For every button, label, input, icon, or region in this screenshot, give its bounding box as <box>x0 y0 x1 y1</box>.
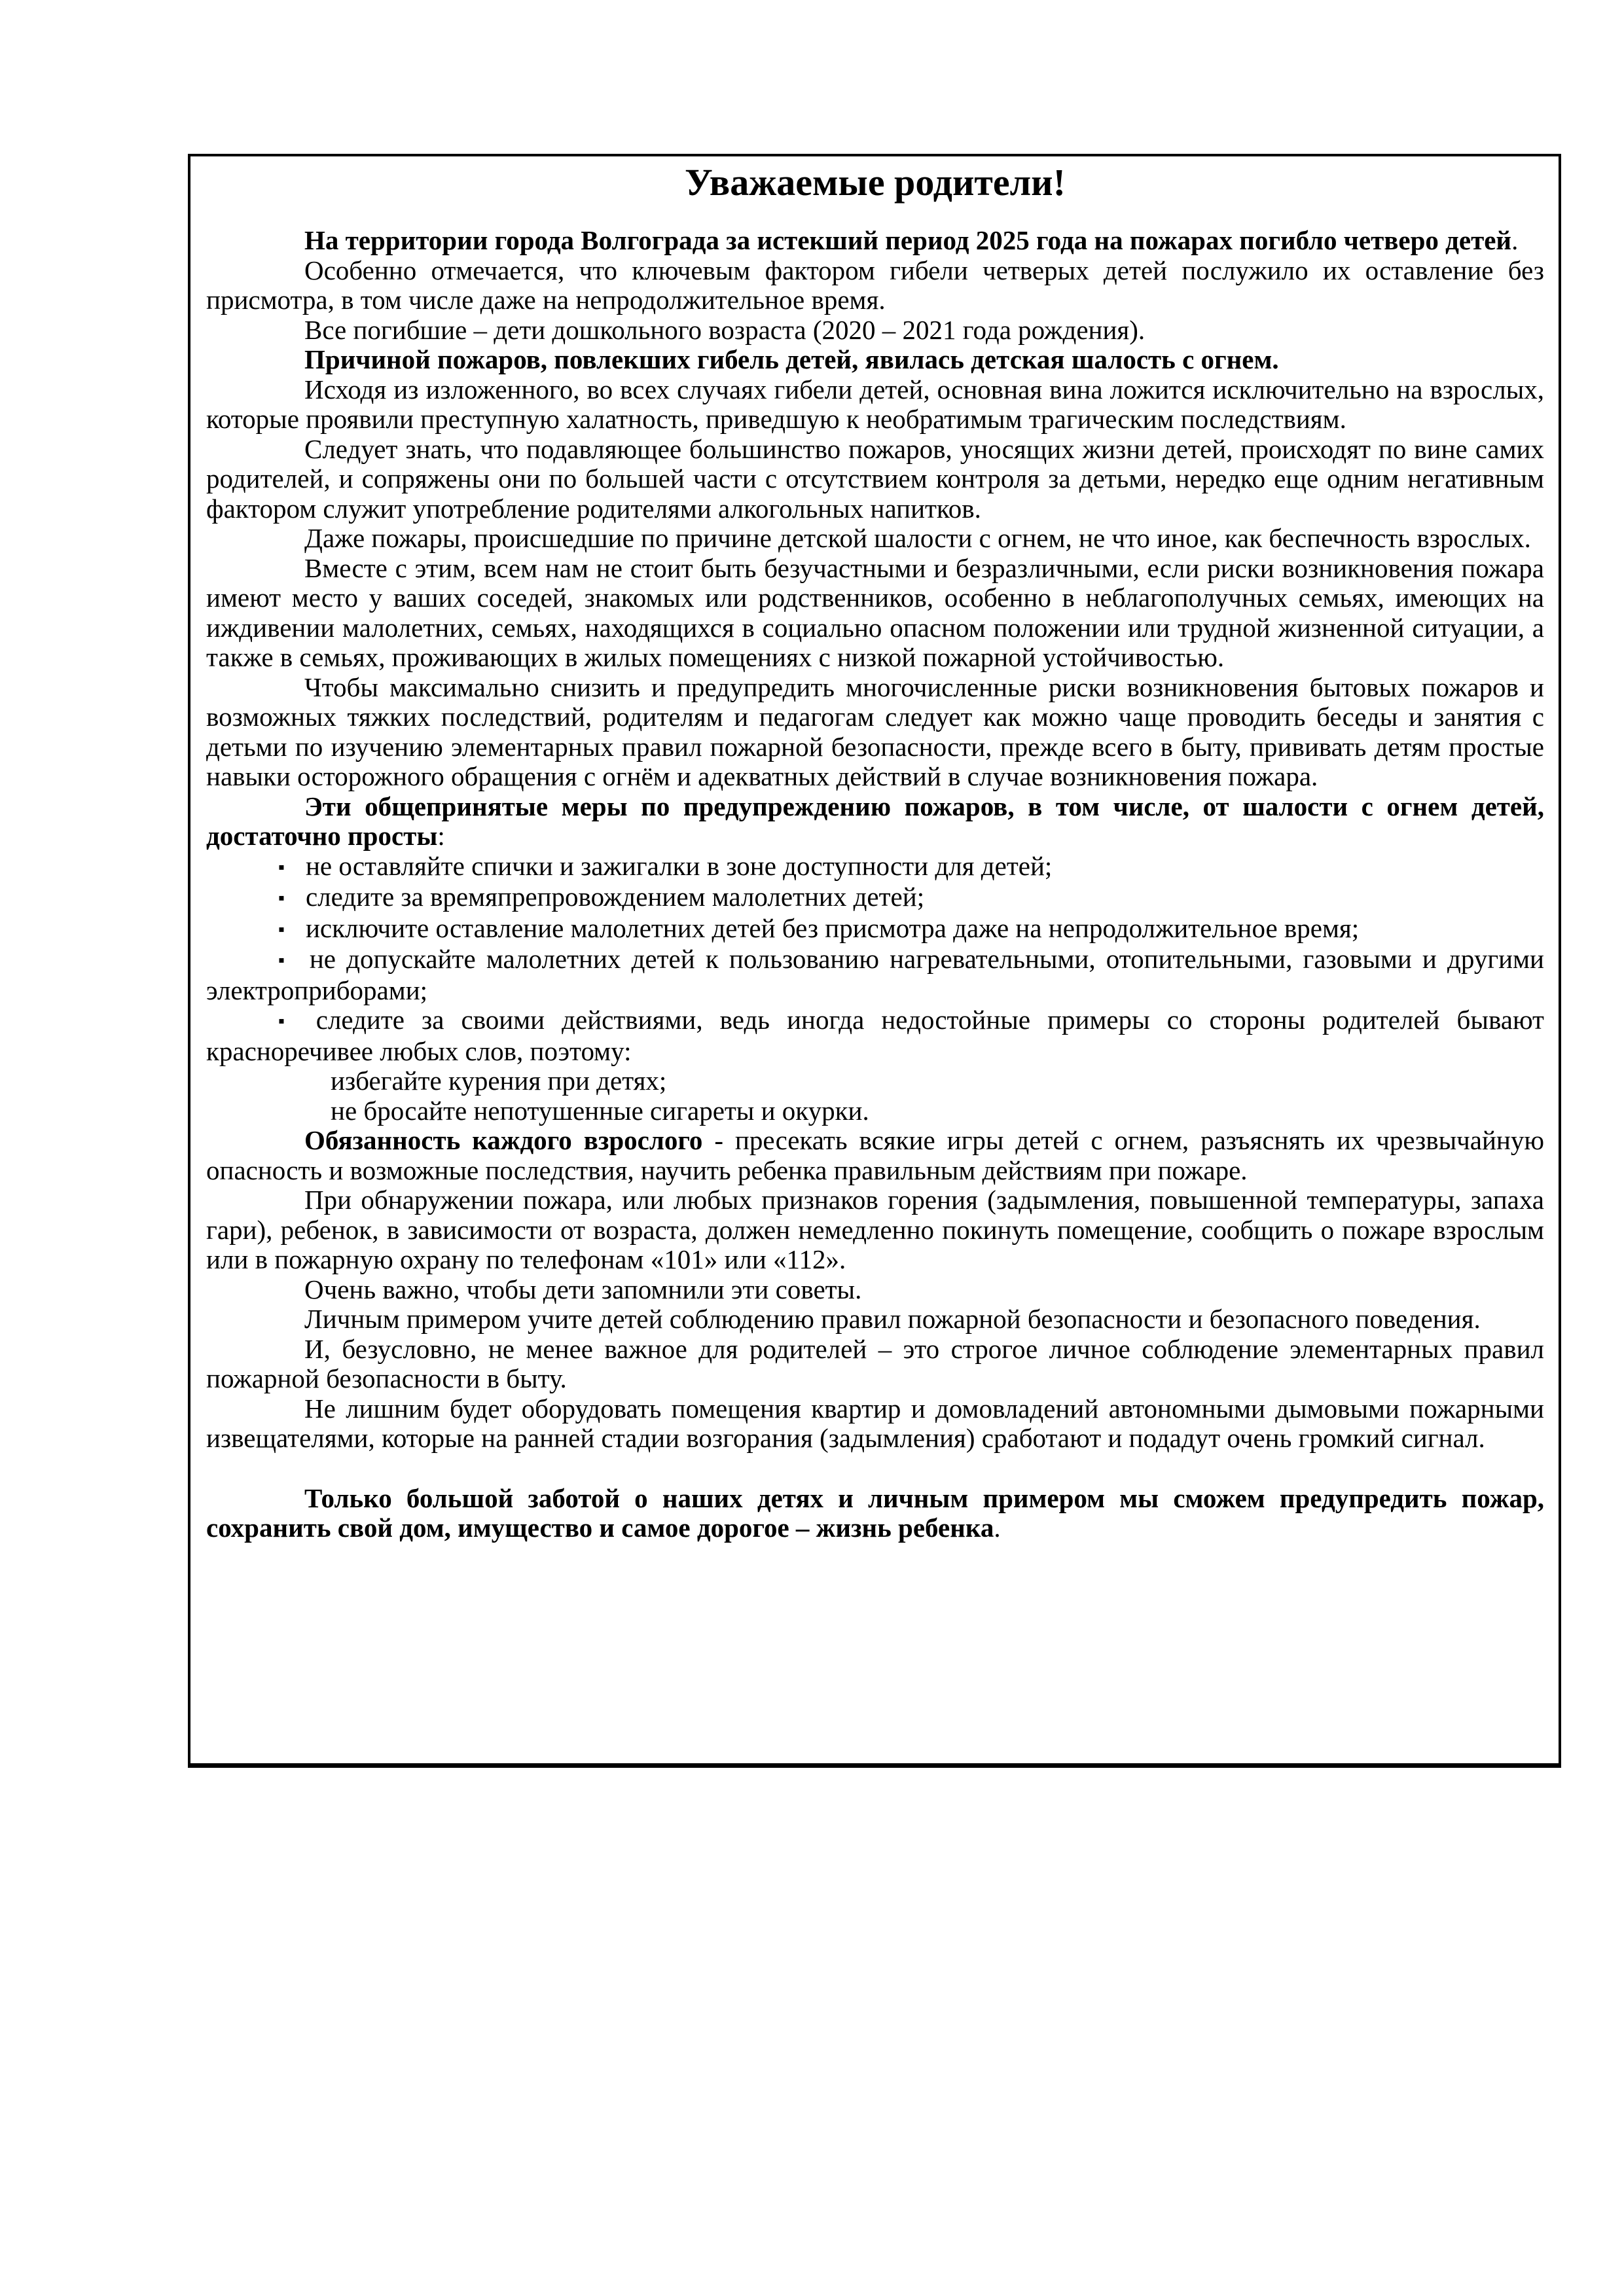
text-run: . <box>994 1513 1001 1543</box>
sub-item <box>206 1066 1544 1096</box>
paragraph <box>206 1335 1544 1394</box>
paragraph <box>206 226 1544 256</box>
bullet-item <box>206 914 1544 945</box>
bullet-item <box>206 882 1544 914</box>
paragraph <box>206 1275 1544 1305</box>
text-run: При обнаружении пожара, или любых признаков горения (задымления, повышенной температуры, запаха гари), ребенок, в зависимости от возраста, должен немедленно покинуть помещение, сообщить о пожаре взрослым или в пожарную охрану по телефонам «101» или «112». <box>206 1185 1544 1274</box>
paragraph <box>206 1185 1544 1275</box>
paragraph <box>206 375 1544 435</box>
text-run: : <box>437 821 445 851</box>
text-run: Следует знать, что подавляющее большинство пожаров, уносящих жизни детей, происходят по вине самих родителей, и сопряжены они по большей части с отсутствием контроля за детьми, нередко еще одним негативным фактором служит употребление родителями алкогольных напитков. <box>206 433 1544 524</box>
text-run: . <box>1511 225 1519 255</box>
bullet-item <box>206 852 1544 883</box>
text-run: Вместе с этим, всем нам не стоит быть безучастными и безразличными, если риски возникновения пожара имеют место у ваших соседей, знакомых или родственников, особенно в неблагополучных семьях, имеющих на иждивении малолетних, семьях, находящихся в социально опасном положении или трудной жизненной ситуации, а также в семьях, проживающих в жилых помещениях с низкой пожарной устойчивостью. <box>206 552 1544 672</box>
bold-text-run: Причиной пожаров, повлекших гибель детей, явилась детская шалость с огнем. <box>304 344 1279 374</box>
bullet-square-icon: ▪ <box>278 857 285 878</box>
text-run: Очень важно, чтобы дети запомнили эти советы. <box>304 1274 862 1304</box>
text-run: И, безусловно, не менее важное для родителей – это строгое личное соблюдение элементарных правил пожарной безопасности в быту. <box>206 1333 1544 1393</box>
bullet-square-icon: ▪ <box>278 888 285 908</box>
text-run: исключите оставление малолетних детей без присмотра даже на непродолжительное время; <box>305 912 1360 943</box>
bold-text-run: Эти общепринятые меры по предупреждению пожаров, в том числе, от шалости с огнем детей, достаточно просты <box>206 791 1544 851</box>
bullet-square-icon: ▪ <box>278 1011 295 1031</box>
bullet-item <box>206 944 1544 1005</box>
paragraph <box>206 256 1544 315</box>
document-body <box>206 226 1544 1543</box>
paragraph <box>206 673 1544 792</box>
paragraph <box>206 554 1544 673</box>
bullet-square-icon: ▪ <box>278 919 285 940</box>
text-run: Не лишним будет оборудовать помещения квартир и домовладений автономными дымовыми пожарными извещателями, которые на ранней стадии возгорания (задымления) сработают и подадут очень громкий сигнал. <box>206 1393 1544 1453</box>
bullet-square-icon: ▪ <box>278 950 289 971</box>
text-run: не оставляйте спички и зажигалки в зоне доступности для детей; <box>305 850 1053 881</box>
paragraph <box>206 524 1544 554</box>
text-run: не допускайте малолетних детей к пользованию нагревательными, отопительными, газовыми и другими электроприборами; <box>206 944 1544 1005</box>
closing-paragraph <box>206 1484 1544 1543</box>
paragraph <box>206 1394 1544 1454</box>
text-run: избегайте курения при детях; <box>331 1066 667 1096</box>
text-run: следите за своими действиями, ведь иногда недостойные примеры со стороны родителей бывают красноречивее любых слов, поэтому: <box>206 1005 1544 1066</box>
text-run: - пресекать всякие игры детей с огнем, разъяснять их чрезвычайную опасность и возможные последствия, научить ребенка правильным действиям при пожаре. <box>206 1125 1544 1185</box>
text-run: не бросайте непотушенные сигареты и окурки. <box>331 1095 869 1126</box>
text-run: Все погибшие – дети дошкольного возраста (2020 – 2021 года рождения). <box>304 314 1146 345</box>
paragraph <box>206 345 1544 375</box>
text-run: Исходя из изложенного, во всех случаях гибели детей, основная вина ложится исключительно на взрослых, которые проявили преступную халатность, приведшую к необратимым трагическим последствиям. <box>206 374 1544 434</box>
bold-text-run: Обязанность каждого взрослого <box>304 1125 703 1155</box>
paragraph <box>206 1304 1544 1335</box>
bold-text-run: На территории города Волгограда за истекший период 2025 года на пожарах погибло четверо детей <box>304 225 1512 255</box>
text-run: Чтобы максимально снизить и предупредить многочисленные риски возникновения бытовых пожаров и возможных тяжких последствий, родителям и педагогам следует как можно чаще проводить беседы и занятия с детьми по изучению элементарных правил пожарной безопасности, прежде всего в быту, прививать детям простые навыки осторожного обращения с огнём и адекватных действий в случае возникновения пожара. <box>206 672 1544 791</box>
text-run: Личным примером учите детей соблюдению правил пожарной безопасности и безопасного поведения. <box>304 1304 1481 1334</box>
bold-text-run: Только большой заботой о наших детях и личным примером мы сможем предупредить пожар, сохранить свой дом, имущество и самое дорогое – жизнь ребенка <box>206 1482 1544 1543</box>
paragraph <box>206 315 1544 346</box>
page-title: Уважаемые родители! <box>685 161 1066 204</box>
text-run: Особенно отмечается, что ключевым фактором гибели четверых детей послужило их оставление без присмотра, в том числе даже на непродолжительное время. <box>206 255 1544 315</box>
document-border-box <box>188 154 1561 1768</box>
text-run: следите за времяпрепровождением малолетних детей; <box>305 882 925 912</box>
paragraph <box>206 1126 1544 1185</box>
sub-item <box>206 1096 1544 1126</box>
paragraph <box>206 792 1544 852</box>
paragraph <box>206 435 1544 524</box>
text-run: Даже пожары, происшедшие по причине детской шалости с огнем, не что иное, как беспечность взрослых. <box>304 523 1531 553</box>
bullet-item <box>206 1005 1544 1066</box>
